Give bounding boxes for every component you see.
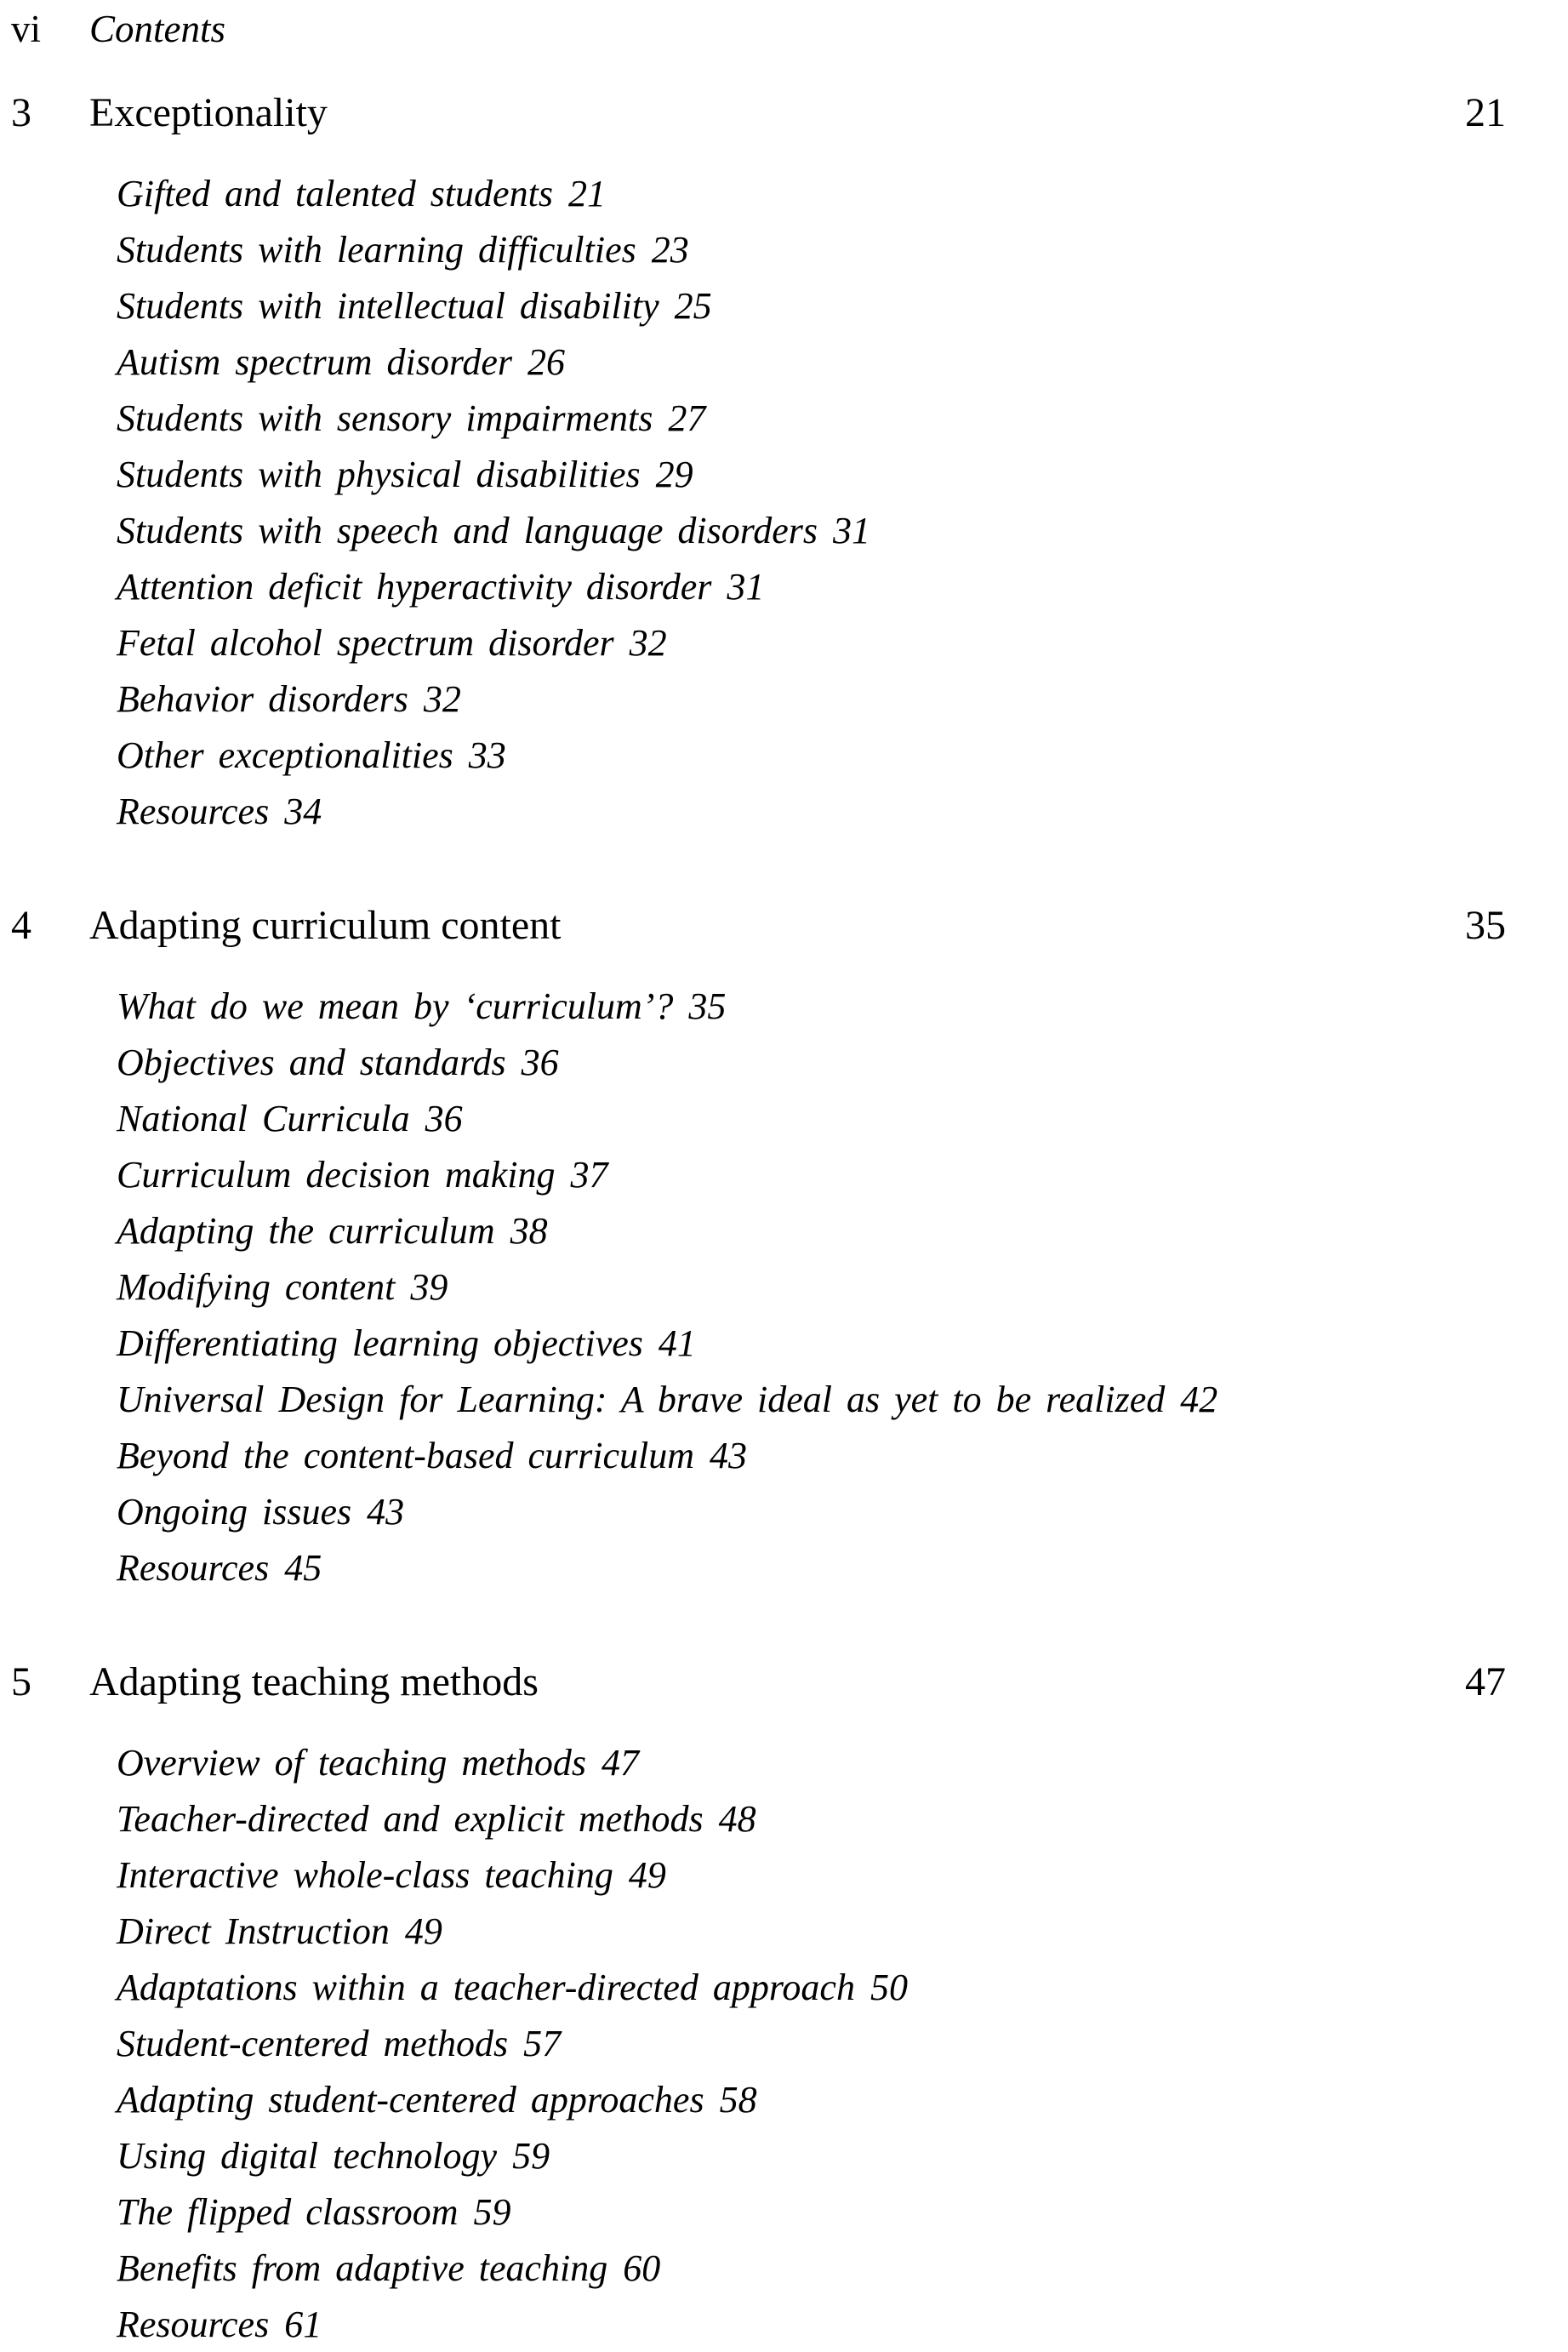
section-title: Adaptations within a teacher-directed approach [117, 1967, 855, 2008]
section-title: Benefits from adaptive teaching [117, 2247, 608, 2289]
toc-section-entry [117, 278, 1506, 334]
toc-section-entry [117, 503, 1506, 559]
section-title: Teacher-directed and explicit methods [117, 1798, 704, 1840]
section-title: Resources [117, 791, 270, 832]
section-page-number: 31 [727, 566, 765, 608]
section-title: Behavior disorders [117, 678, 408, 720]
section-page-number: 47 [601, 1742, 639, 1784]
section-title: Fetal alcohol spectrum disorder [117, 622, 614, 664]
section-title: Adapting student-centered approaches [117, 2079, 704, 2121]
toc-section-entry [117, 1428, 1506, 1484]
section-page-number: 43 [710, 1435, 748, 1476]
toc-section-entry [117, 728, 1506, 784]
section-page-number: 35 [688, 985, 727, 1027]
section-page-number: 59 [512, 2135, 550, 2177]
chapter-heading-row [11, 1661, 1506, 1704]
toc-section-entry [117, 1735, 1506, 1791]
toc-section-entry [117, 2184, 1506, 2241]
chapter-title: Adapting curriculum content [89, 903, 562, 948]
chapter-page-number: 47 [1465, 1659, 1506, 1704]
section-title: Overview of teaching methods [117, 1742, 586, 1784]
toc-section-entry [117, 2241, 1506, 2297]
section-page-number: 37 [570, 1154, 608, 1196]
running-head: Contents [89, 8, 226, 50]
toc-section-entry [117, 615, 1506, 671]
toc-section-entry [117, 447, 1506, 503]
section-page-number: 23 [651, 229, 689, 271]
section-title: Differentiating learning objectives [117, 1322, 643, 1364]
section-title: Resources [117, 1547, 270, 1589]
section-page-number: 36 [425, 1098, 463, 1139]
section-page-number: 38 [510, 1210, 548, 1252]
section-title: National Curricula [117, 1098, 410, 1139]
toc-section-entry [117, 559, 1506, 615]
section-title: What do we mean by ‘curriculum’? [117, 985, 674, 1027]
toc-section-entry [117, 222, 1506, 278]
chapter-heading-row [11, 92, 1506, 134]
toc-section-entry [117, 334, 1506, 391]
section-page-number: 41 [658, 1322, 696, 1364]
toc-section-entry [117, 2072, 1506, 2128]
page-header [11, 9, 1506, 49]
toc-section-entry [117, 1316, 1506, 1372]
section-page-number: 45 [284, 1547, 322, 1589]
section-page-number: 21 [567, 173, 606, 214]
section-title: Adapting the curriculum [117, 1210, 495, 1252]
toc-section-entry [117, 1147, 1506, 1203]
section-page-number: 29 [655, 454, 693, 495]
chapter-title: Exceptionality [89, 90, 328, 135]
section-page-number: 36 [521, 1042, 559, 1083]
section-title: Student-centered methods [117, 2023, 509, 2064]
section-page-number: 60 [623, 2247, 661, 2289]
section-page-number: 27 [668, 397, 706, 439]
toc-section-entry [117, 2297, 1506, 2352]
section-title: The flipped classroom [117, 2191, 459, 2233]
toc-section-entry [117, 1960, 1506, 2016]
section-title: Ongoing issues [117, 1491, 352, 1533]
section-page-number: 58 [719, 2079, 757, 2121]
chapter-sections-list [117, 979, 1506, 1596]
toc-section-entry [117, 979, 1506, 1035]
toc-section-entry [117, 1091, 1506, 1147]
toc-section-entry [117, 1847, 1506, 1904]
section-title: Interactive whole-class teaching [117, 1854, 613, 1896]
section-page-number: 49 [628, 1854, 666, 1896]
chapter-sections-list [117, 1735, 1506, 2352]
toc-section-entry [117, 1540, 1506, 1596]
section-page-number: 50 [870, 1967, 908, 2008]
toc-section-entry [117, 671, 1506, 728]
toc-section-entry [117, 1203, 1506, 1259]
toc-section-entry [117, 391, 1506, 447]
chapter-heading-row [11, 905, 1506, 947]
section-page-number: 39 [410, 1266, 448, 1308]
section-title: Universal Design for Learning: A brave ideal as yet to be realized [117, 1379, 1166, 1420]
section-page-number: 49 [404, 1910, 442, 1952]
toc-section-entry [117, 166, 1506, 222]
toc-section-entry [117, 1372, 1506, 1428]
section-title: Using digital technology [117, 2135, 498, 2177]
section-title: Beyond the content-based curriculum [117, 1435, 695, 1476]
toc-section-entry [117, 1484, 1506, 1540]
chapter-title: Adapting teaching methods [89, 1659, 539, 1704]
section-title: Modifying content [117, 1266, 396, 1308]
section-page-number: 42 [1180, 1379, 1218, 1420]
toc-section-entry [117, 1259, 1506, 1316]
chapter-sections-list [117, 166, 1506, 840]
chapter-page-number: 35 [1465, 903, 1506, 948]
section-page-number: 33 [468, 734, 506, 776]
toc-section-entry [117, 1791, 1506, 1847]
chapter-number: 3 [11, 90, 31, 135]
section-page-number: 43 [367, 1491, 405, 1533]
toc-section-entry [117, 1904, 1506, 1960]
section-page-number: 57 [523, 2023, 562, 2064]
section-title: Resources [117, 2303, 270, 2345]
chapter-number: 4 [11, 903, 31, 948]
section-page-number: 34 [284, 791, 322, 832]
section-title: Curriculum decision making [117, 1154, 556, 1196]
section-page-number: 25 [674, 285, 712, 327]
toc-section-entry [117, 2016, 1506, 2072]
section-title: Other exceptionalities [117, 734, 453, 776]
section-page-number: 61 [284, 2303, 322, 2345]
section-page-number: 59 [473, 2191, 511, 2233]
section-page-number: 48 [718, 1798, 756, 1840]
section-page-number: 32 [423, 678, 461, 720]
section-title: Students with learning difficulties [117, 229, 636, 271]
chapter-number: 5 [11, 1659, 31, 1704]
section-title: Students with physical disabilities [117, 454, 641, 495]
section-title: Direct Instruction [117, 1910, 390, 1952]
folio-page-number: vi [11, 8, 42, 50]
chapter-page-number: 21 [1465, 90, 1506, 135]
section-page-number: 31 [832, 510, 870, 551]
section-title: Objectives and standards [117, 1042, 506, 1083]
section-page-number: 32 [629, 622, 667, 664]
section-title: Attention deficit hyperactivity disorder [117, 566, 712, 608]
section-title: Students with speech and language disorders [117, 510, 818, 551]
toc-section-entry [117, 2128, 1506, 2184]
section-title: Gifted and talented students [117, 173, 553, 214]
section-title: Students with sensory impairments [117, 397, 653, 439]
section-title: Students with intellectual disability [117, 285, 659, 327]
toc-section-entry [117, 784, 1506, 840]
toc-section-entry [117, 1035, 1506, 1091]
section-title: Autism spectrum disorder [117, 341, 513, 383]
section-page-number: 26 [527, 341, 566, 383]
